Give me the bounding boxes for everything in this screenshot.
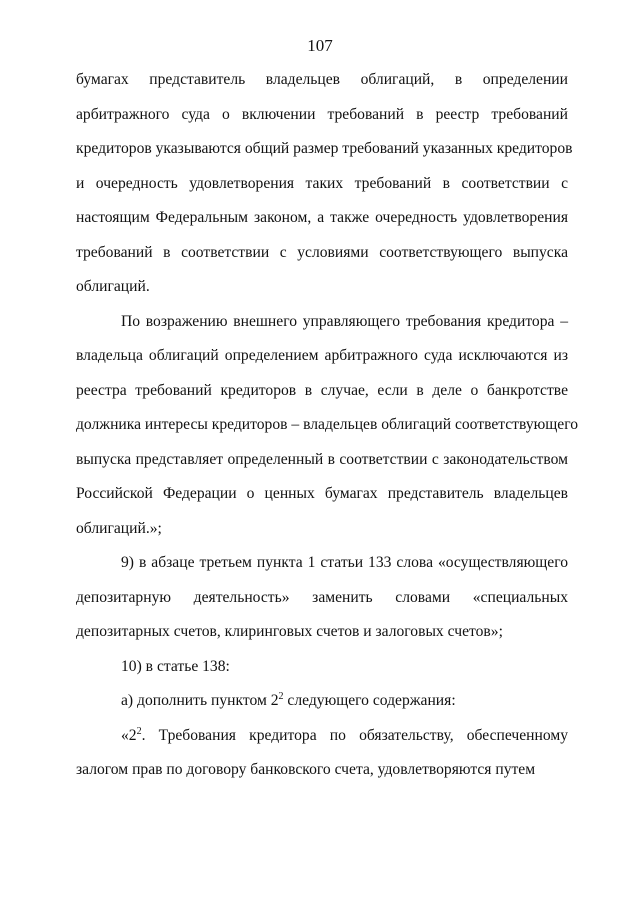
- paragraph: [76, 63, 573, 305]
- text-line: бумагах представитель владельцев облигаций, в определении: [76, 71, 568, 88]
- text-line: кредиторов указываются общий размер требований указанных кредиторов: [76, 140, 573, 157]
- page-number: 107: [307, 36, 333, 55]
- text-line: владельца облигаций определением арбитражного суда исключаются из: [76, 347, 568, 364]
- text-line: арбитражного суда о включении требований в реестр требований: [76, 105, 568, 123]
- text-line: «$2^2$. Требования кредитора по обязательству, обеспеченному: [121, 725, 568, 744]
- paragraph: [76, 650, 568, 685]
- text-line: а) дополнить пунктом $2^2$ следующего содержания:: [121, 691, 456, 709]
- text-line: По возражению внешнего управляющего требования кредитора –: [121, 312, 568, 330]
- text-line: выпуска представляет определенный в соответствии с законодательством: [76, 450, 568, 468]
- document-body: [76, 63, 579, 788]
- text-line: настоящим Федеральным законом, а также очередность удовлетворения: [76, 209, 568, 226]
- text-line: требований в соответствии с условиями соответствующего выпуска: [76, 243, 568, 261]
- paragraph: [76, 719, 568, 788]
- text-line: и очередность удовлетворения таких требований в соответствии с: [76, 174, 568, 192]
- text-line: Российской Федерации о ценных бумагах представитель владельцев: [76, 485, 568, 502]
- text-line: залогом прав по договору банковского счета, удовлетворяются путем: [76, 761, 536, 778]
- paragraph: [76, 546, 568, 650]
- text-line: облигаций.: [76, 278, 150, 295]
- text-line: депозитарных счетов, клиринговых счетов и залоговых счетов»;: [76, 623, 503, 640]
- text-line: 9) в абзаце третьем пункта 1 статьи 133 слова «осуществляющего: [121, 554, 568, 571]
- text-line: должника интересы кредиторов – владельцев облигаций соответствующего: [76, 416, 579, 433]
- text-line: депозитарную деятельность» заменить словами «специальных: [76, 588, 568, 606]
- text-line: реестра требований кредиторов в случае, если в деле о банкротстве: [76, 381, 568, 399]
- paragraph: [76, 305, 579, 547]
- text-line: облигаций.»;: [76, 519, 162, 537]
- text-line: 10) в статье 138:: [121, 657, 230, 675]
- paragraph: [76, 684, 568, 719]
